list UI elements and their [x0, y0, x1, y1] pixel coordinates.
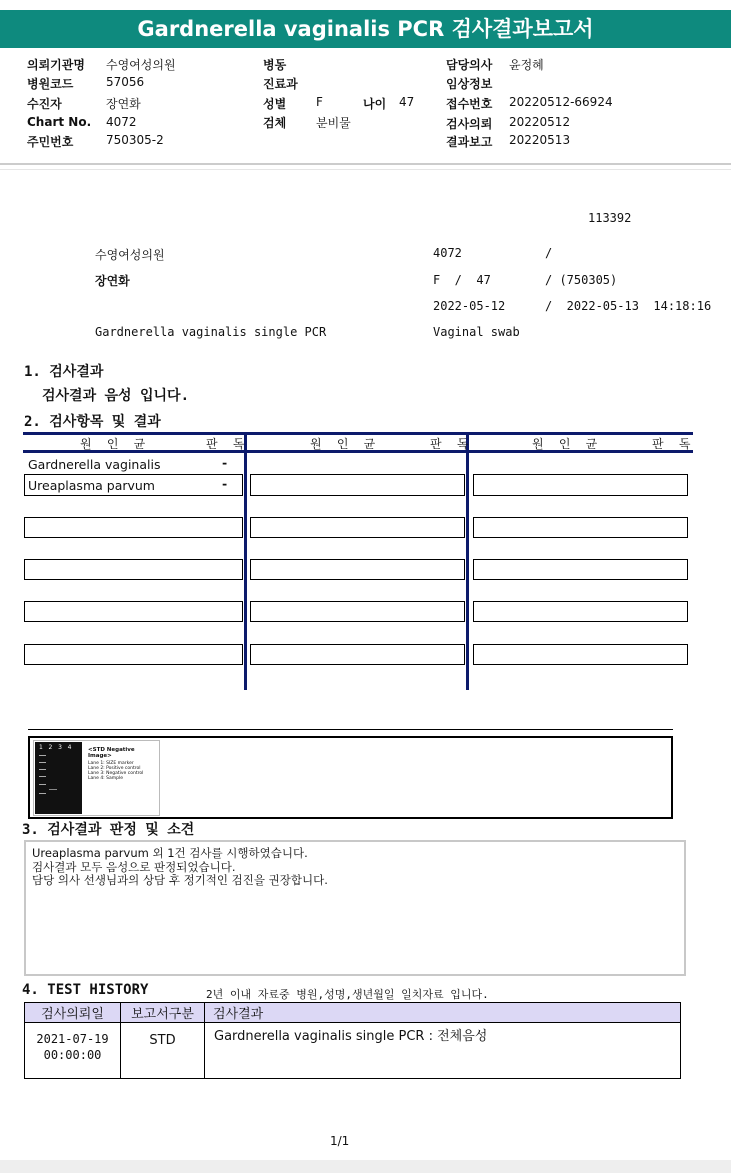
- organism-result: -: [222, 455, 228, 470]
- summary-specimen: Vaginal swab: [433, 325, 520, 339]
- summary-test-name: Gardnerella vaginalis single PCR: [95, 325, 327, 339]
- hospital-name-label: 의뢰기관명: [27, 58, 85, 72]
- marker-band: [39, 784, 46, 785]
- marker-band: [39, 755, 46, 756]
- footer-bar: [0, 1160, 731, 1173]
- gel-caption-title: <STD Negative Image>: [88, 747, 135, 759]
- history-result: Gardnerella vaginalis single PCR : 전체음성: [205, 1023, 681, 1079]
- request-date-label: 검사의뢰: [446, 117, 493, 131]
- summary-date2: / 2022-05-13 14:18:16: [545, 299, 712, 313]
- report-date-value: 20220513: [509, 133, 571, 147]
- col-header-organism-1: 원 인 균: [80, 437, 150, 451]
- gel-lane-panel: [35, 742, 82, 814]
- age-value: 47: [399, 95, 415, 109]
- receipt-no-value: 20220512-66924: [509, 95, 613, 109]
- grid-col-divider-1: [244, 432, 247, 690]
- gel-top-rule: [28, 729, 673, 730]
- marker-band: [39, 776, 46, 777]
- specimen-value: 분비물: [316, 116, 351, 130]
- doctor-label: 담당의사: [446, 58, 493, 72]
- gel-caption-line: Lane 2: Positive control: [88, 766, 141, 771]
- gel-image: [33, 740, 160, 816]
- col-header-judge-3: 판 독: [652, 437, 695, 451]
- col-header-judge-2: 판 독: [430, 437, 473, 451]
- result-cell: [24, 601, 243, 622]
- summary-chart: 4072: [433, 246, 462, 260]
- hospital-code-label: 병원코드: [27, 77, 74, 91]
- result-cell: [250, 559, 465, 580]
- gel-caption: [88, 761, 143, 781]
- history-date-time: 00:00:00: [43, 1048, 102, 1062]
- summary-patient: 장연화: [95, 274, 130, 288]
- result-cell: [250, 601, 465, 622]
- result-cell: [473, 474, 688, 496]
- summary-date1: 2022-05-12: [433, 299, 506, 313]
- clinical-info-label: 임상정보: [446, 77, 493, 91]
- header-separator-shadow: [0, 169, 731, 170]
- resident-no-value: 750305-2: [106, 133, 164, 147]
- marker-band: [39, 769, 46, 770]
- col-header-judge-1: 판 독: [206, 437, 249, 451]
- result-cell: [473, 517, 688, 538]
- organism-name: Ureaplasma parvum: [28, 478, 155, 493]
- history-type: STD: [121, 1023, 205, 1079]
- chart-no-label: Chart No.: [27, 115, 92, 129]
- history-header-row: [25, 1003, 681, 1023]
- result-cell: [250, 644, 465, 665]
- gel-caption-line: Lane 3: Negative control: [88, 771, 144, 776]
- sex-label: 성별: [263, 97, 287, 111]
- history-date: [25, 1023, 121, 1079]
- page-number: 1/1: [330, 1134, 350, 1148]
- summary-hospital: 수영여성의원: [95, 248, 165, 262]
- organism-name: Gardnerella vaginalis: [28, 457, 161, 472]
- department-label: 진료과: [263, 77, 298, 91]
- col-header-organism-2: 원 인 균: [310, 437, 380, 451]
- result-cell: [250, 474, 465, 496]
- marker-band: [39, 793, 46, 794]
- receipt-no-label: 접수번호: [446, 97, 493, 111]
- history-col-type: 보고서구분: [121, 1003, 205, 1023]
- doctor-value: 윤정혜: [509, 58, 544, 72]
- request-date-value: 20220512: [509, 115, 571, 129]
- resident-no-label: 주민번호: [27, 135, 74, 149]
- section1-heading: 1. 검사결과: [24, 364, 104, 380]
- summary-slash: /: [545, 246, 553, 260]
- chart-no-value: 4072: [106, 115, 137, 129]
- gel-caption-line: Lane 4: Sample: [88, 776, 123, 781]
- col-header-organism-3: 원 인 균: [532, 437, 602, 451]
- specimen-label: 검체: [263, 116, 287, 130]
- section4-heading: 4. TEST HISTORY: [22, 982, 149, 998]
- summary-birth: / (750305): [545, 273, 618, 287]
- history-col-result: 검사결과: [205, 1003, 681, 1023]
- patient-value: 장연화: [106, 97, 141, 111]
- section2-heading: 2. 검사항목 및 결과: [24, 414, 161, 430]
- ward-label: 병동: [263, 58, 287, 72]
- remark-line: 담당 의사 선생님과의 상담 후 정기적인 검진을 권장합니다.: [32, 873, 328, 887]
- report-date-label: 결과보고: [446, 135, 493, 149]
- summary-code: 113392: [588, 211, 632, 225]
- header-separator: [0, 163, 731, 165]
- gel-caption-line: Lane 1: SIZE marker: [88, 761, 134, 766]
- table-row: [25, 1023, 681, 1079]
- result-cell: [24, 517, 243, 538]
- report-title: Gardnerella vaginalis PCR 검사결과보고서: [0, 10, 731, 48]
- age-label: 나이: [363, 97, 387, 111]
- gel-lane-numbers: 1 2 3 4: [39, 744, 72, 751]
- history-table: [24, 1002, 681, 1079]
- result-cell: [473, 644, 688, 665]
- control-band: [49, 789, 57, 790]
- section1-result: 검사결과 음성 입니다.: [42, 388, 190, 404]
- result-cell: [250, 517, 465, 538]
- grid-col-divider-2: [466, 432, 469, 690]
- patient-label: 수진자: [27, 97, 62, 111]
- history-note: 2년 이내 자료중 병원,성명,생년월일 일치자료 입니다.: [206, 988, 489, 1001]
- hospital-code-value: 57056: [106, 75, 145, 89]
- remark-text: [32, 847, 328, 888]
- result-cell: [24, 559, 243, 580]
- remark-line: Ureaplasma parvum 외 1건 검사를 시행하였습니다.: [32, 846, 308, 860]
- remark-line: 검사결과 모두 음성으로 판정되었습니다.: [32, 859, 236, 874]
- history-col-date: 검사의뢰일: [25, 1003, 121, 1023]
- result-cell: [24, 644, 243, 665]
- sex-value: F: [316, 95, 323, 109]
- history-date-day: 2021-07-19: [36, 1032, 109, 1046]
- organism-result: -: [222, 476, 228, 491]
- result-cell: [473, 559, 688, 580]
- result-cell: [473, 601, 688, 622]
- section3-heading: 3. 검사결과 판정 및 소견: [22, 822, 195, 838]
- summary-sex-age: F / 47: [433, 273, 491, 287]
- marker-band: [39, 762, 46, 763]
- hospital-name-value: 수영여성의원: [106, 58, 176, 72]
